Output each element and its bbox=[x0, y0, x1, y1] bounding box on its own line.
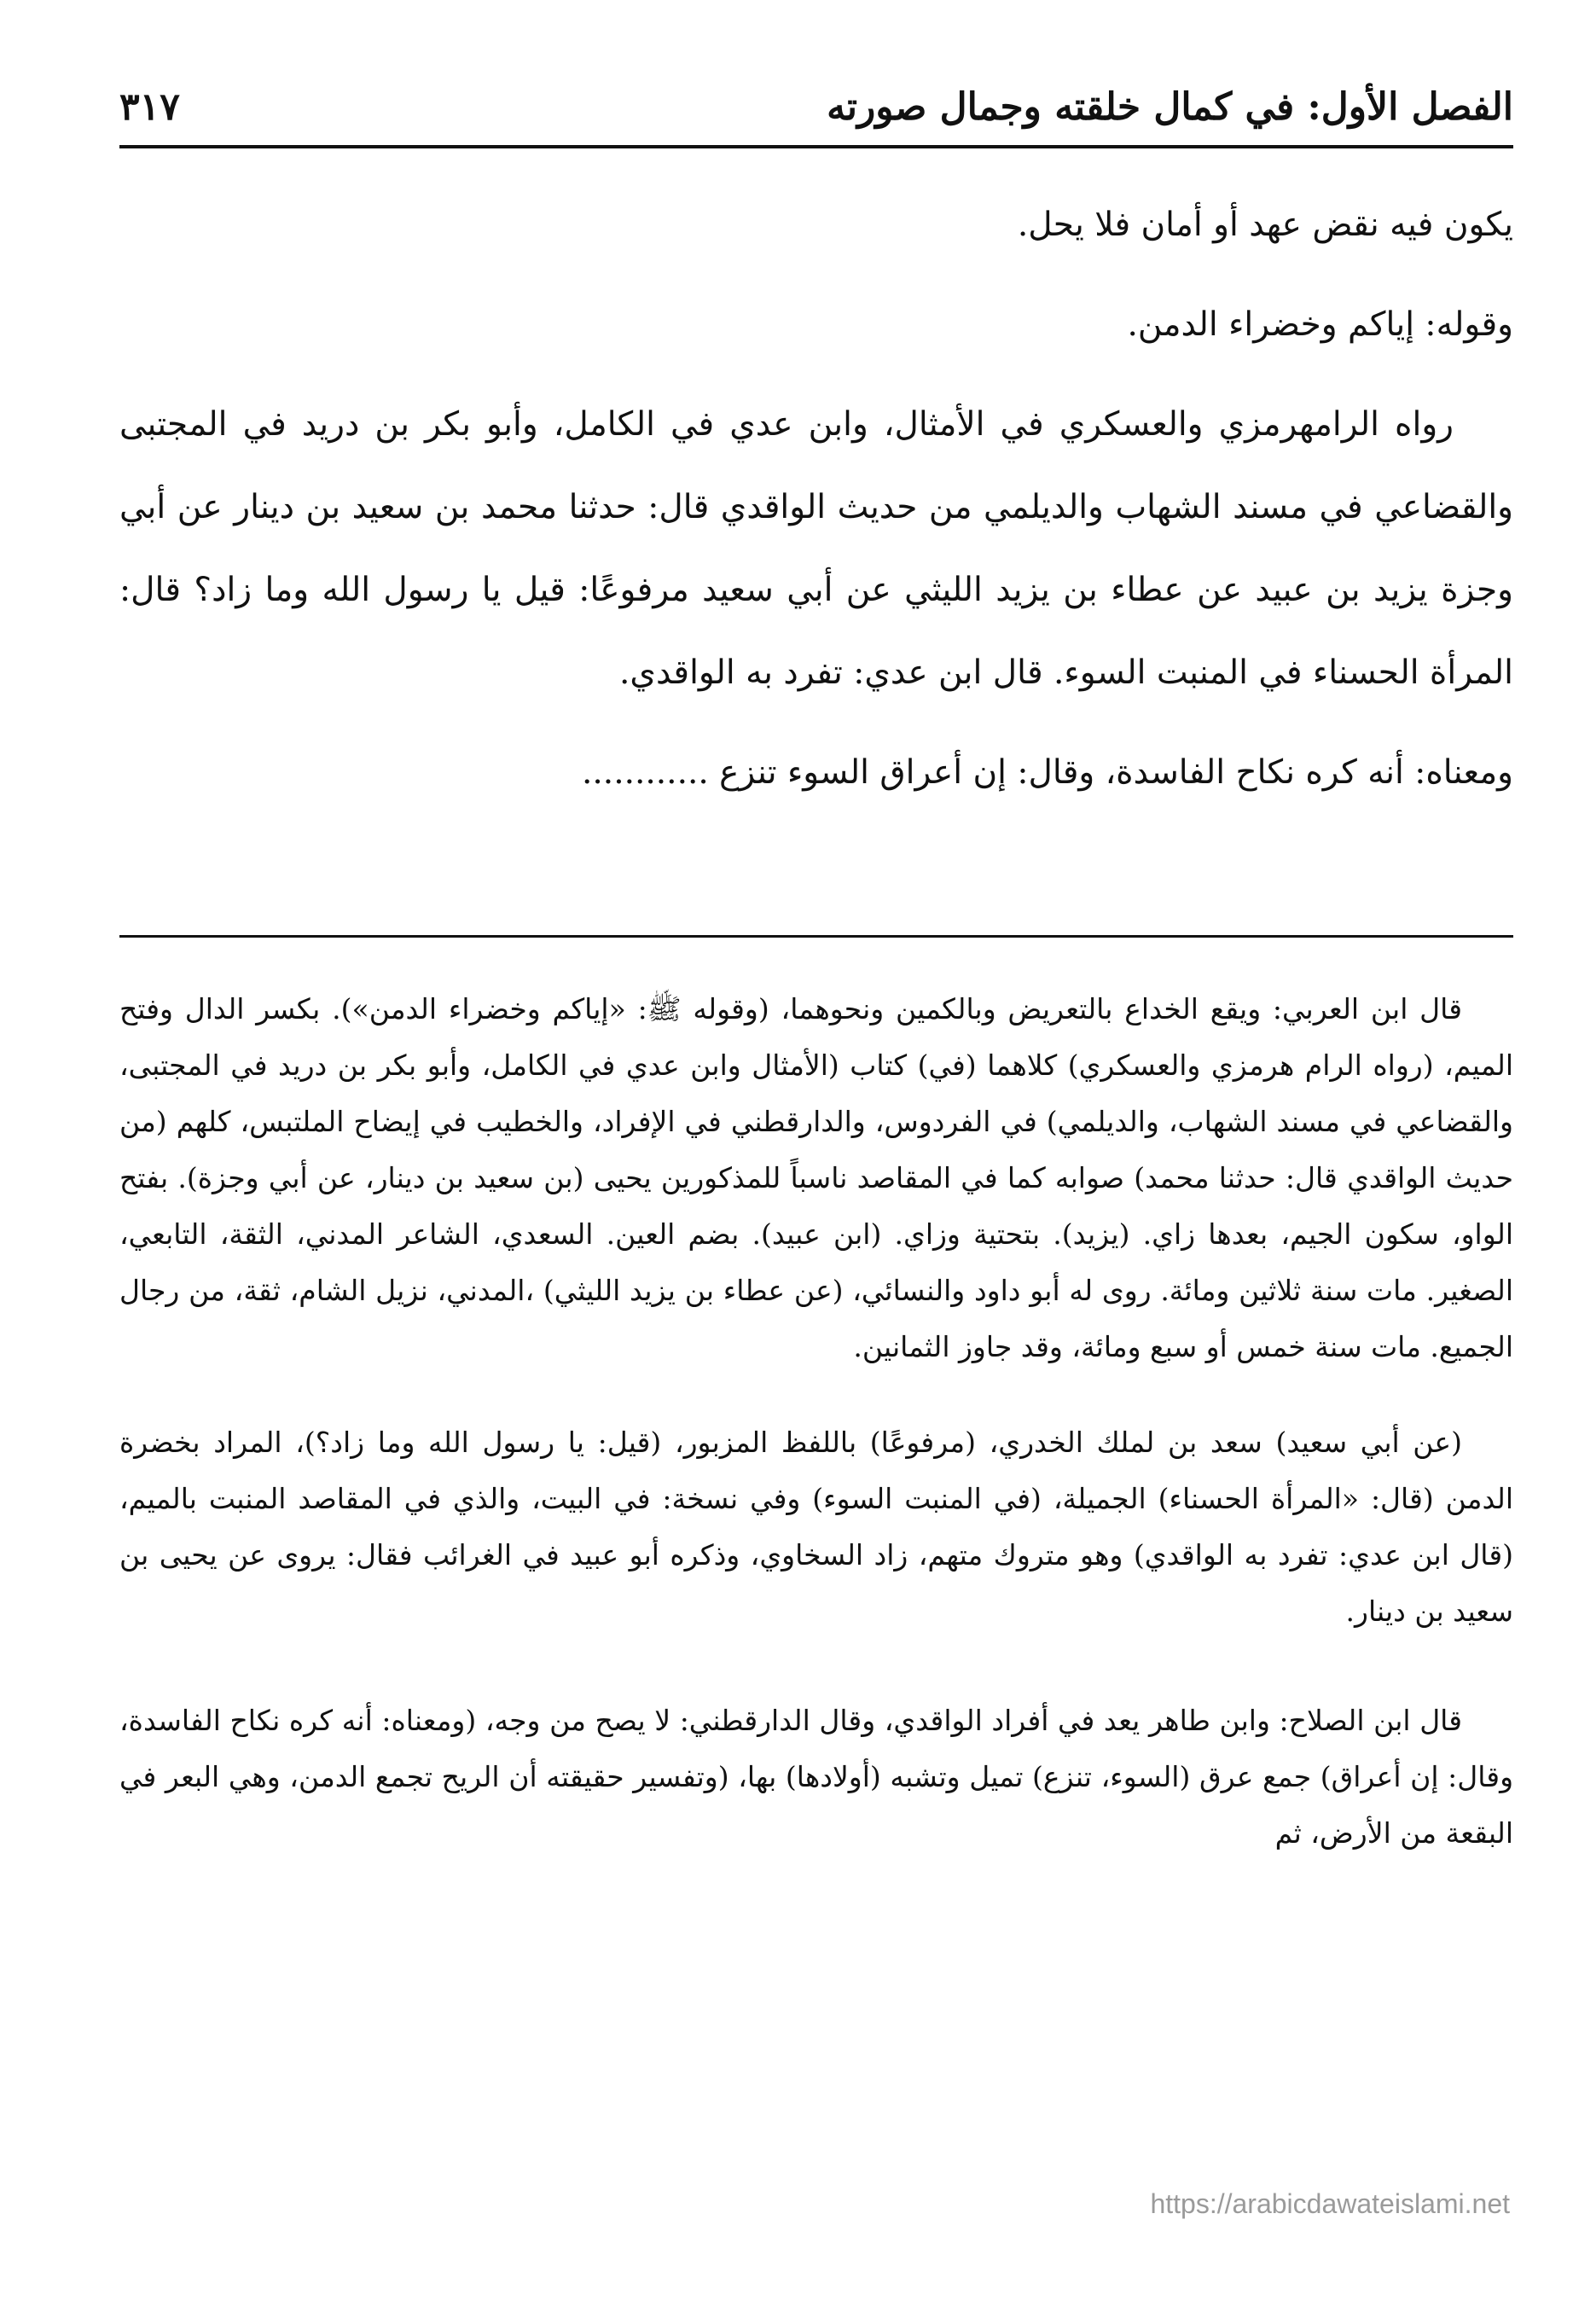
commentary-paragraph: (عن أبي سعيد) سعد بن لملك الخدري، (مرفوعًا) باللفظ المزبور، (قيل: يا رسول الله وما زاد؟)، المراد بخضرة الدمن (قال: «المرأة الحسناء) الجميلة، (في المنبت السوء) وفي نسخة: في البيت، والذي في المقاصد المنبت بالميم، (قال ابن عدي: تفرد به الواقدي) وهو متروك متهم، زاد السخاوي، وذكره أبو عبيد في الغرائب فقال: يروى عن يحيى بن سعيد بن دينار. bbox=[119, 1426, 1513, 1628]
commentary-paragraph: قال ابن العربي: ويقع الخداع بالتعريض وبالكمين ونحوهما، (وقوله ﷺ: «إياكم وخضراء الدمن»). بكسر الدال وفتح الميم، (رواه الرام هرمزي والعسكري) كلاهما (في) كتاب (الأمثال وابن عدي في الكامل، وأبو بكر بن دريد في المجتبى، والقضاعي في مسند الشهاب، والديلمي) في الفردوس، والدارقطني في الإفراد، والخطيب في إيضاح الملتبس، كلهم (من حديث الواقدي قال: حدثنا محمد) صوابه كما في المقاصد ناسباً للمذكورين يحيى (بن سعيد بن دينار، عن أبي وجزة). بفتح الواو، سكون الجيم، بعدها زاي. (يزيد). بتحتية وزاي. (ابن عبيد). بضم العين. السعدي، الشاعر المدني، الثقة، التابعي، الصغير. مات سنة ثلاثين ومائة. روى له أبو داود والنسائي، (عن عطاء بن يزيد الليثي) ،المدني، نزيل الشام، ثقة، من رجال الجميع. مات سنة خمس أو سبع ومائة، وقد جاوز الثمانين. bbox=[119, 992, 1514, 1363]
chapter-title: الفصل الأول: في كمال خلقته وجمال صورته bbox=[827, 84, 1513, 129]
main-paragraph: رواه الرامهرمزي والعسكري في الأمثال، وابن عدي في الكامل، وأبو بكر بن دريد في المجتبى والقضاعي في مسند الشهاب والديلمي من حديث الواقدي قال: حدثنا محمد بن سعيد بن دينار عن أبي وجزة يزيد بن عبيد عن عطاء بن يزيد الليثي عن أبي سعيد مرفوعًا: قيل يا رسول الله وما زاد؟ قال: المرأة الحسناء في المنبت السوء. قال ابن عدي: تفرد به الواقدي. bbox=[119, 405, 1513, 692]
main-paragraph: وقوله: إياكم وخضراء الدمن. bbox=[1127, 305, 1513, 344]
main-text bbox=[119, 183, 1513, 814]
commentary-paragraph: قال ابن الصلاح: وابن طاهر يعد في أفراد الواقدي، وقال الدارقطني: لا يصح من وجه، (ومعناه: أنه كره نكاح الفاسدة، وقال: إن أعراق) جمع عرق (السوء، تنزع) تميل وتشبه (أولادها) بها، (وتفسير حقيقته أن الريح تجمع الدمن، وهي البعر في البقعة من الأرض، ثم bbox=[119, 1704, 1513, 1850]
header-divider bbox=[119, 145, 1513, 148]
footnote-divider bbox=[119, 935, 1513, 938]
watermark-url: https://arabicdawateislami.net bbox=[1150, 2188, 1510, 2219]
page-header bbox=[119, 68, 1513, 145]
commentary-text bbox=[119, 981, 1513, 1862]
main-paragraph: ومعناه: أنه كره نكاح الفاسدة، وقال: إن أعراق السوء تنزع ............ bbox=[582, 753, 1513, 792]
main-paragraph: يكون فيه نقض عهد أو أمان فلا يحل. bbox=[1017, 206, 1513, 244]
page-number: ٣١٧ bbox=[119, 84, 180, 129]
